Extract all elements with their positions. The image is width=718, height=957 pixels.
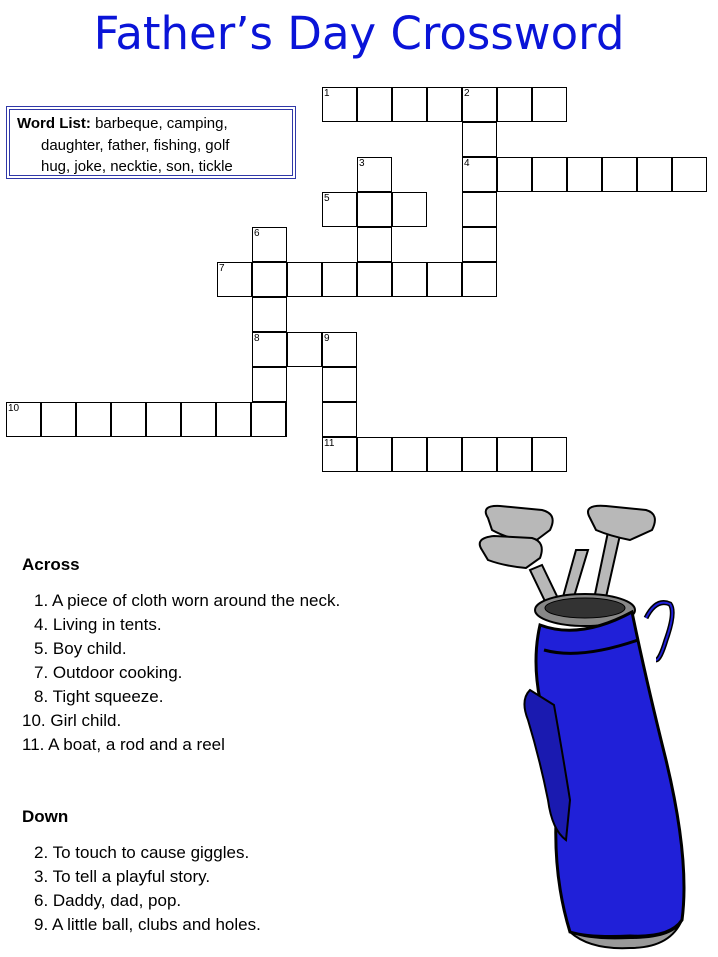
across-clue-list	[22, 589, 340, 757]
page-title: Father’s Day Crossword	[93, 7, 625, 60]
grid-cell[interactable]	[322, 402, 357, 437]
grid-cell[interactable]	[146, 402, 181, 437]
down-heading: Down	[22, 807, 69, 826]
grid-cell[interactable]	[252, 367, 287, 402]
grid-cell[interactable]	[76, 402, 111, 437]
across-clue-1: 1. A piece of cloth worn around the neck.	[34, 591, 341, 610]
clue-number-9: 9	[324, 333, 330, 344]
across-clue-5: 5. Boy child.	[34, 639, 127, 658]
golf-bag-icon	[470, 500, 710, 955]
grid-cell[interactable]	[357, 192, 392, 227]
grid-cell[interactable]	[111, 402, 146, 437]
grid-cell[interactable]	[672, 157, 707, 192]
clue-number-1: 1	[324, 88, 330, 99]
grid-cell[interactable]	[427, 87, 462, 122]
down-clue-9: 9. A little ball, clubs and holes.	[34, 915, 261, 934]
down-clue-list	[22, 841, 261, 937]
grid-cell[interactable]	[532, 437, 567, 472]
across-clue-4: 4. Living in tents.	[34, 615, 162, 634]
clue-number-6: 6	[254, 228, 260, 239]
grid-cell[interactable]	[252, 262, 287, 297]
grid-cell[interactable]	[462, 192, 497, 227]
grid-cell[interactable]	[392, 262, 427, 297]
grid-cell[interactable]	[497, 87, 532, 122]
clue-number-3: 3	[359, 158, 365, 169]
grid-cell[interactable]	[287, 262, 322, 297]
grid-cell[interactable]	[322, 367, 357, 402]
down-clue-2: 2. To touch to cause giggles.	[34, 843, 250, 862]
down-clue-6: 6. Daddy, dad, pop.	[34, 891, 182, 910]
grid-cell[interactable]	[287, 332, 322, 367]
clue-number-4: 4	[464, 158, 470, 169]
word-list-line-1: barbeque, camping,	[95, 115, 228, 132]
grid-cell[interactable]	[462, 122, 497, 157]
grid-cell[interactable]	[181, 402, 216, 437]
across-clue-11: 11. A boat, a rod and a reel	[22, 735, 225, 754]
grid-cell[interactable]	[462, 437, 497, 472]
clue-number-10: 10	[8, 403, 20, 414]
grid-cell[interactable]	[567, 157, 602, 192]
clue-number-5: 5	[324, 193, 330, 204]
grid-cell[interactable]	[532, 87, 567, 122]
clue-number-8: 8	[254, 333, 260, 344]
grid-cell[interactable]	[251, 402, 286, 437]
down-clue-3: 3. To tell a playful story.	[34, 867, 211, 886]
grid-cell[interactable]	[392, 437, 427, 472]
across-clue-10: 10. Girl child.	[22, 711, 122, 730]
word-list-line-2: daughter, father, fishing, golf	[41, 136, 230, 154]
grid-cell[interactable]	[357, 87, 392, 122]
clue-number-7: 7	[219, 263, 225, 274]
grid-cell[interactable]	[322, 262, 357, 297]
grid-cell[interactable]	[357, 227, 392, 262]
grid-cell[interactable]	[357, 437, 392, 472]
across-heading: Across	[22, 555, 80, 574]
grid-cell[interactable]	[497, 437, 532, 472]
grid-cell[interactable]	[427, 437, 462, 472]
grid-cell[interactable]	[427, 262, 462, 297]
grid-cell[interactable]	[532, 157, 567, 192]
clue-number-11: 11	[324, 438, 335, 449]
across-clue-8: 8. Tight squeeze.	[34, 687, 164, 706]
grid-cell[interactable]	[357, 262, 392, 297]
grid-cell[interactable]	[462, 262, 497, 297]
clue-number-2: 2	[464, 88, 470, 99]
across-clue-7: 7. Outdoor cooking.	[34, 663, 183, 682]
grid-cell[interactable]	[392, 192, 427, 227]
grid-cell[interactable]	[392, 87, 427, 122]
grid-cell[interactable]	[602, 157, 637, 192]
grid-cell[interactable]	[497, 157, 532, 192]
grid-cell[interactable]	[637, 157, 672, 192]
grid-cell[interactable]	[252, 297, 287, 332]
word-list-line-3: hug, joke, necktie, son, tickle	[41, 158, 233, 175]
grid-cell[interactable]	[216, 402, 251, 437]
grid-cell[interactable]	[462, 227, 497, 262]
grid-cell[interactable]	[41, 402, 76, 437]
word-list-label: Word List:	[17, 115, 91, 132]
